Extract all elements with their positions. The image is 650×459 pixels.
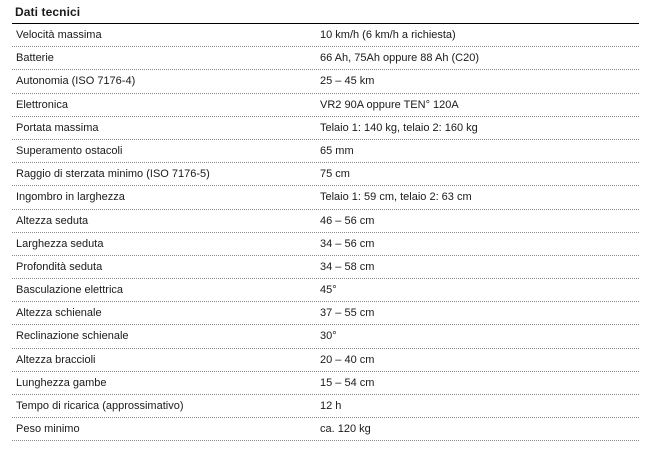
spec-label: Raggio di sterzata minimo (ISO 7176-5)	[16, 168, 210, 181]
spec-label: Lunghezza gambe	[16, 376, 107, 389]
spec-label: Tempo di ricarica (approssimativo)	[16, 400, 184, 412]
spec-row	[12, 117, 639, 140]
spec-row	[12, 140, 639, 163]
spec-row	[12, 210, 639, 233]
spec-row	[12, 279, 639, 302]
spec-label: Batterie	[16, 52, 54, 65]
spec-row	[12, 302, 639, 325]
spec-row	[12, 70, 639, 93]
spec-label: Autonomia (ISO 7176-4)	[16, 75, 136, 88]
spec-label: Profondità seduta	[16, 260, 103, 273]
spec-value: 65 mm	[320, 144, 354, 157]
spec-label: Altezza seduta	[16, 214, 89, 227]
spec-label: Velocità massima	[16, 29, 102, 41]
spec-label: Altezza schienale	[16, 307, 102, 320]
spec-value: 25 – 45 km	[320, 75, 375, 88]
spec-table	[12, 24, 639, 441]
spec-value: Telaio 1: 59 cm, telaio 2: 63 cm	[320, 191, 472, 204]
spec-row	[12, 325, 639, 348]
spec-row	[12, 372, 639, 395]
spec-label: Larghezza seduta	[16, 237, 104, 250]
spec-row	[12, 233, 639, 256]
spec-value: VR2 90A oppure TEN° 120A	[320, 98, 459, 111]
spec-value: 12 h	[320, 400, 342, 412]
spec-value: 37 – 55 cm	[320, 307, 375, 320]
spec-value: 10 km/h (6 km/h a richiesta)	[320, 29, 456, 41]
spec-row	[12, 24, 639, 47]
spec-value: 34 – 56 cm	[320, 237, 375, 250]
spec-value: Telaio 1: 140 kg, telaio 2: 160 kg	[320, 121, 478, 134]
spec-value: 66 Ah, 75Ah oppure 88 Ah (C20)	[320, 52, 480, 65]
spec-label: Portata massima	[16, 121, 99, 134]
spec-value: 46 – 56 cm	[320, 214, 375, 227]
spec-row	[12, 163, 639, 186]
spec-value: 20 – 40 cm	[320, 353, 375, 366]
spec-label: Basculazione elettrica	[16, 284, 124, 297]
spec-label: Reclinazione schienale	[16, 330, 129, 343]
spec-row	[12, 256, 639, 279]
spec-row	[12, 418, 639, 441]
spec-row	[12, 349, 639, 372]
section-title: Dati tecnici	[15, 5, 81, 19]
spec-label: Ingombro in larghezza	[16, 191, 125, 204]
spec-value: ca. 120 kg	[320, 423, 371, 436]
spec-label: Altezza braccioli	[16, 353, 96, 366]
spec-row	[12, 47, 639, 70]
spec-value: 75 cm	[320, 168, 350, 181]
spec-label: Elettronica	[16, 98, 68, 111]
spec-value: 15 – 54 cm	[320, 376, 375, 389]
spec-value: 34 – 58 cm	[320, 260, 375, 273]
spec-row	[12, 186, 639, 209]
spec-label: Peso minimo	[16, 423, 80, 436]
spec-row	[12, 395, 639, 418]
spec-label: Superamento ostacoli	[16, 144, 123, 157]
spec-value: 45°	[320, 284, 337, 297]
spec-row	[12, 94, 639, 117]
spec-value: 30°	[320, 330, 337, 343]
